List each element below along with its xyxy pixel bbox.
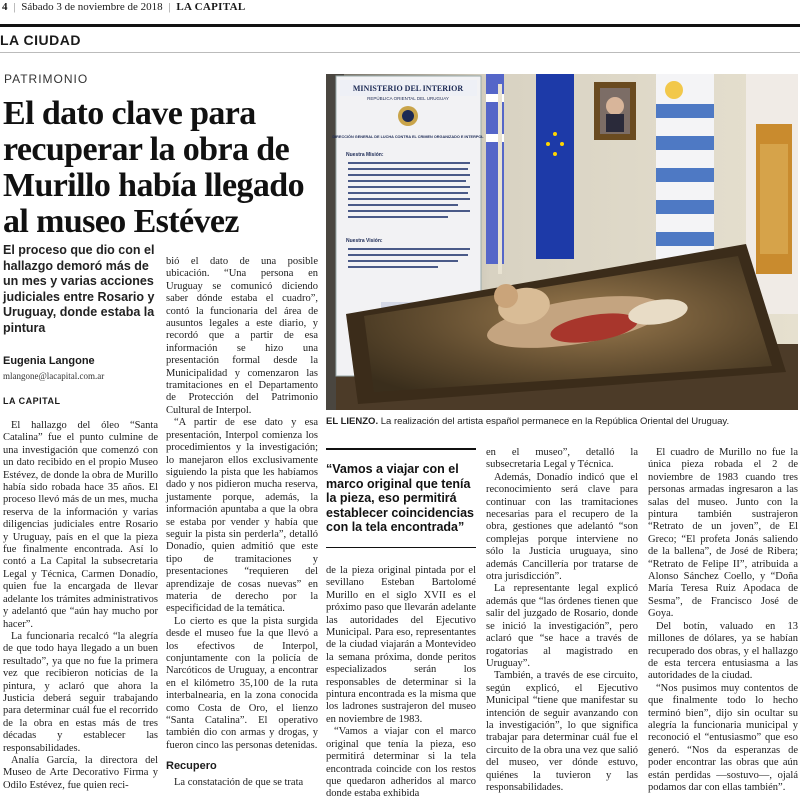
sign-mission: Nuestra Misión: <box>346 152 384 158</box>
body-paragraph: Analía García, la directora del Museo de Arte Decorativo Firma y Odilo Estévez, fue quien reci- <box>3 754 158 791</box>
pull-quote: “Vamos a viajar con el marco original que tenía la pieza, eso permitirá establecer coincidencias con la tela encontrada” <box>326 462 474 534</box>
body-paragraph: “A partir de ese dato y esa presentación, Interpol comienza los procedimientos y la investigación; lo manejaron ellos exclusivamente siguiendo la pista que les habíamos dado y nos pidieron mucha reserva, justamente porque, además, la información apuntaba a que la obra se estaba por vender y había que seguir la pista sin perderla”, detalló Donadío, quien admitió que este tipo de tramitaciones y presentaciones “requieren del aprendizaje de cosas nuevas” en materia de derecho por la especificidad de la temática. <box>166 417 318 615</box>
body-column-4 <box>486 447 638 794</box>
body-paragraph: en el museo”, detalló la subsecretaria Legal y Técnica. <box>486 447 638 471</box>
body-paragraph: La representante legal explicó además que “las órdenes tienen que salir del juzgado de Rosario, donde se inició la investigación”, pero aclaró que “se hace a través de rogatorias al magistrado en Uruguay”. <box>486 583 638 669</box>
sign-ministry: MINISTERIO DEL INTERIOR <box>352 84 464 93</box>
header-separator: | <box>13 1 16 13</box>
body-paragraph: “Nos pusimos muy contentos de que finalmente todo lo hecho terminó bien”, dijo sin ocultar su alegría la funcionaria municipal y reconoció el “entusiasmo” que eso generó. “Nos da esperanzas de poder encontrar las obras que aún están perdidas —sostuvo—, ojalá podamos dar con ellas también”. <box>648 682 798 793</box>
body-paragraph: Lo cierto es que la pista surgida desde el museo fue la que llevó a los efectivos de Interpol, conjuntamente con la policía de Narcóticos de Uruguay, a encontrar en el kilómetro 35,100 de la ruta interbalnearia, en la zona conocida como Costa de Oro, el lienzo “Santa Catalina”. El operativo también dio con armas y drogas, y fueron cinco las personas detenidas. <box>166 615 318 751</box>
body-paragraph: Además, Donadío indicó que el reconocimiento será clave para continuar con las tramitaciones necesarias para el recupero de la obra, gestiones que adelantó “son complejas porque interviene no sólo la Justicia uruguaya, sino además Cancillería por tratarse de otra jurisdicción”. <box>486 471 638 583</box>
section-header <box>0 24 800 48</box>
pull-quote-rule <box>326 448 476 450</box>
issue-date: Sábado 3 de noviembre de 2018 <box>21 1 163 13</box>
body-column-3 <box>326 565 476 801</box>
sign-country: REPÚBLICA ORIENTAL DEL URUGUAY <box>367 96 449 101</box>
sign-department: DIRECCIÓN GENERAL DE LUCHA CONTRA EL CRIMEN ORGANIZADO E INTERPOL <box>332 135 484 139</box>
article-headline: El dato clave para recuperar la obra de Murillo había llegado al museo Estévez <box>3 95 304 240</box>
sign-vision: Nuestra Visión: <box>346 238 383 244</box>
emblem-icon-inner <box>402 110 414 122</box>
header-separator: | <box>168 1 171 13</box>
photo-caption <box>326 416 798 427</box>
subhead: Recupero <box>166 760 217 773</box>
author-email: mlangone@lacapital.com.ar <box>3 371 105 381</box>
body-paragraph: La funcionaria recalcó “la alegría de que todo haya llegado a un buen resultado”, ya que no fue la primera vez que recibieron noticias de la pintura, y aclaró que ahora la Justicia deberá seguir trabajando para determinar cuál fue el recorrido de la obra en estas más de tres décadas y establecer las responsabilidades. <box>3 630 158 754</box>
body-column-2 <box>166 256 318 789</box>
caption-text: La realización del artista español permanece en la República Oriental del Uruguay. <box>378 416 730 427</box>
author-name: Eugenia Langone <box>3 355 95 367</box>
pull-quote-rule <box>326 547 476 548</box>
agency-credit: LA CAPITAL <box>3 396 61 406</box>
body-paragraph: El cuadro de Murillo no fue la única pieza robada el 2 de noviembre de 1983 cuando tres personas armadas ingresaron a las salas del museo. Junto con la pintura también sustrajeron “Retrato de un joven”, de El Greco; “El profeta Jonás saliendo de la ballena”, de José de Ribera; “Retrato de Felipe II”, atribuida a Alonso Sánchez Coello, y “Doña María Teresa Ruiz Apodaca de Sesma”, de Francisco José de Goya. <box>648 447 798 620</box>
article-photo <box>326 74 798 410</box>
paper-name: LA CAPITAL <box>176 1 246 13</box>
body-paragraph: bió el dato de una posible ubicación. “Una persona en Uruguay se comunicó diciendo saber dónde estaba el cuadro”, contó la funcionaria del área de ausuntos legales a este diario, y recordó que a partir de esa información se hizo una presentación formal desde la Municipalidad y comenzaron las tramitaciones en el Departamento de Protección del Patrimonio Cultural de Interpol. <box>166 256 318 416</box>
article-deck: El proceso que dio con el hallazgo demoró más de un mes y varias acciones judiciales entre Rosario y Uruguay, donde estaba la pintura <box>3 243 155 335</box>
section-divider <box>0 52 800 53</box>
section-title: LA CIUDAD <box>0 32 81 48</box>
body-paragraph: de la pieza original pintada por el sevillano Esteban Bartolomé Murillo en el siglo XVII es el próximo paso que llevarán adelante las autoridades del Ejecutivo Municipal. Para eso, representantes de la ciudad viajarán a Montevideo la semana próxima, donde peritos especializados serán los responsables de determinar si la pintura encontrada es la misma que los ladrones sustrajeron del museo en noviembre de 1983. <box>326 565 476 725</box>
page-header-bar <box>0 0 800 18</box>
caption-label: EL LIENZO. <box>326 416 379 427</box>
body-paragraph: Del botín, valuado en 13 millones de dólares, ya se habían recuperado dos obras, y el hallazgo de esta tercera entusiasma a las autoridades de la ciudad. <box>648 620 798 682</box>
body-paragraph: También, a través de ese circuito, según explicó, el Ejecutivo Municipal “tiene que manifestar su intención de seguir avanzando con la investigación”, lo que significa trabajar para determinar cuál fue el circuito de la obra una vez que salió del museo, ver dónde estuvo, quiénes la tuvieron y las responsabilidades. <box>486 670 638 793</box>
photo-illustration <box>326 74 798 410</box>
body-paragraph: La constatación de que se trata <box>174 776 304 788</box>
pull-quote-box <box>326 448 476 548</box>
article-kicker: PATRIMONIO <box>4 72 89 86</box>
page-number: 4 <box>2 1 8 13</box>
body-paragraph: “Vamos a viajar con el marco original que tenía la pieza, eso permitirá determinar si la tela encontrada coincide con los restos que quedaron adheridos al marco donde estaba exhibida <box>326 726 476 800</box>
body-paragraph: El hallazgo del óleo “Santa Catalina” fue el punto culmine de una investigación que comenzó con un dato recibido en el propio Museo Estévez, de donde la obra de Murillo había sido robada hace 35 años. El proceso llevó más de un mes, mucha reserva de la información y varias diligencias judiciales entre Rosario y Uruguay, país en el que la pieza fue finalmente encontrada. Así lo contó a La Capital la subsecretaria Legal y Técnica, Carmen Donadío, quien fue la encargada de llevar adelante los trámites administrativos y adelantó que “aún hay mucho por hacer”. <box>3 420 158 630</box>
body-column-1 <box>3 420 158 792</box>
body-column-5 <box>648 447 798 794</box>
